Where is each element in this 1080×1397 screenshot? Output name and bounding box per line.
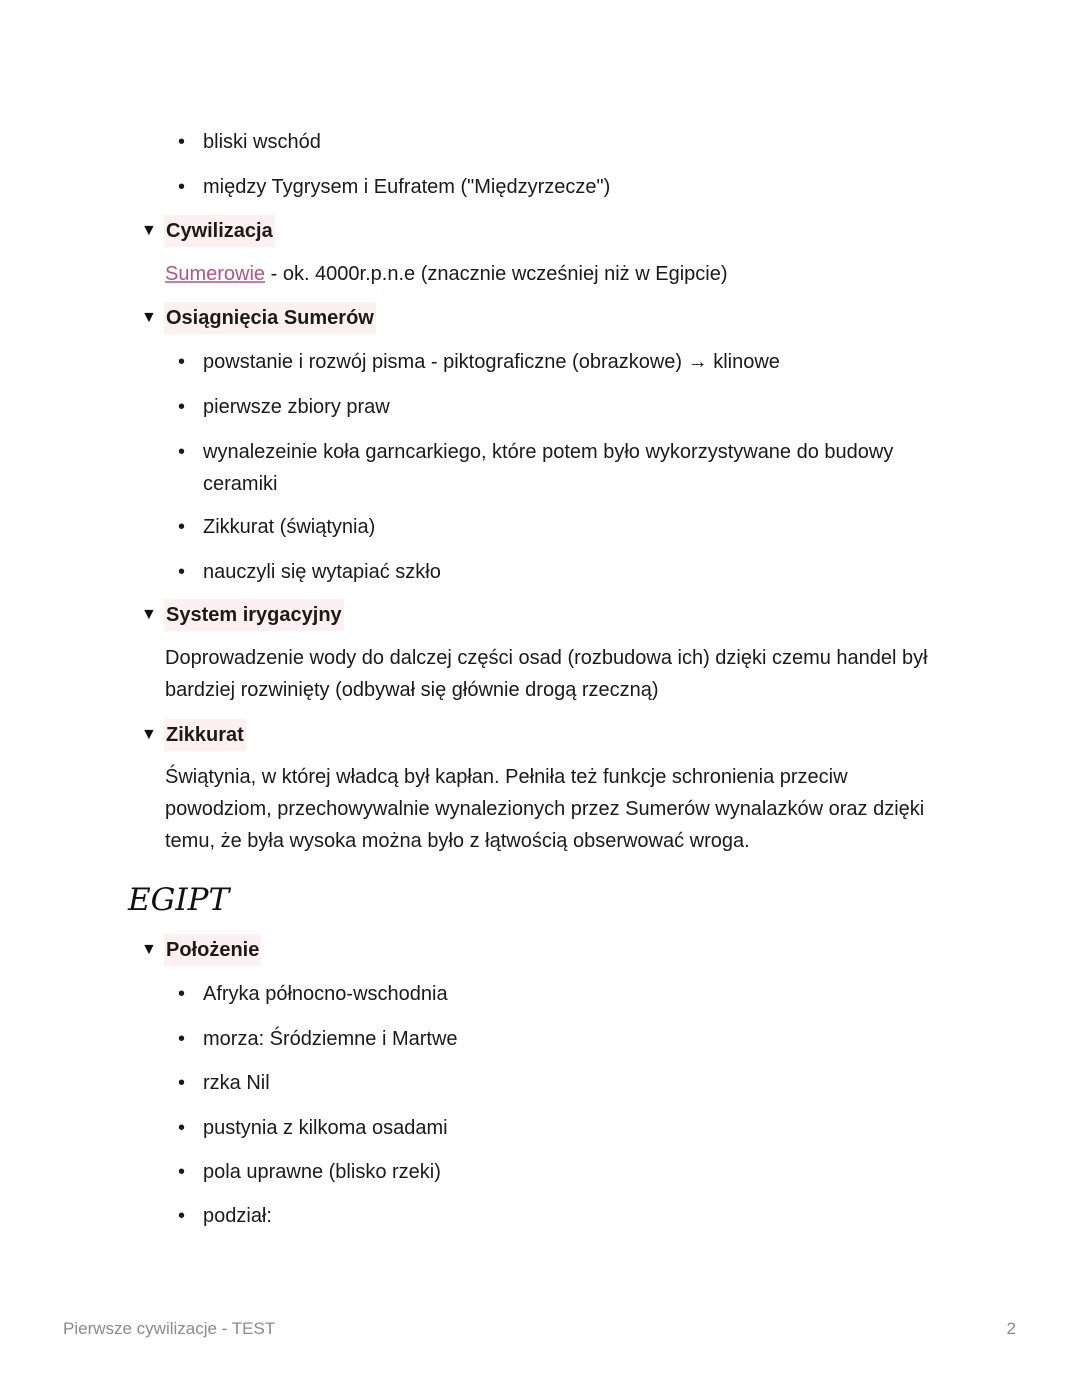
list-item [178, 1023, 458, 1055]
list-item [178, 511, 375, 543]
toggle-cywilizacja[interactable] [141, 215, 275, 247]
bullet-icon: • [178, 1072, 186, 1094]
bullet-icon: • [178, 176, 186, 198]
list-item-text: pola uprawne (blisko rzeki) [203, 1161, 441, 1183]
toggle-triangle-icon[interactable]: ▼ [141, 309, 157, 326]
list-item [178, 1156, 441, 1188]
bullet-icon: • [178, 561, 186, 583]
bullet-icon: • [178, 983, 186, 1005]
toggle-heading: Cywilizacja [164, 215, 275, 247]
list-item-text: Zikkurat (świątynia) [203, 516, 376, 538]
bullet-icon: • [178, 131, 186, 153]
section-title-egipt: EGIPT [128, 882, 230, 918]
list-item [178, 171, 610, 203]
toggle-triangle-icon[interactable]: ▼ [141, 606, 157, 623]
bullet-icon: • [178, 441, 186, 463]
toggle-zikkurat[interactable] [141, 719, 246, 751]
irygacja-paragraph: Doprowadzenie wody do dalczej części osad (rozbudowa ich) dzięki czemu handel był bardziej rozwinięty (odbywał się głównie drogą rzeczną) [165, 647, 928, 701]
toggle-heading: Położenie [164, 934, 261, 966]
list-item [178, 1112, 448, 1144]
list-item-text: Afryka północno-wschodnia [203, 983, 448, 1005]
list-item-text: powstanie i rozwój pisma - piktograficzne (obrazkowe) → klinowe [203, 351, 780, 373]
cywilizacja-text: - ok. 4000r.p.n.e (znacznie wcześniej niż w Egipcie) [265, 263, 728, 285]
toggle-heading: System irygacyjny [164, 599, 344, 631]
list-item-text: między Tygrysem i Eufratem ("Międzyrzecze") [203, 176, 611, 198]
list-item [178, 556, 441, 588]
footer-document-title: Pierwsze cywilizacje - TEST [63, 1319, 276, 1338]
list-item [178, 1067, 270, 1099]
bullet-icon: • [178, 351, 186, 373]
list-item [178, 978, 448, 1010]
list-item-text: morza: Śródziemne i Martwe [203, 1028, 458, 1050]
toggle-heading: Osiągnięcia Sumerów [164, 302, 376, 334]
list-item [178, 391, 390, 423]
list-item-text: bliski wschód [203, 131, 321, 153]
cywilizacja-paragraph [165, 258, 955, 290]
bullet-icon: • [178, 516, 186, 538]
list-item [178, 346, 780, 378]
toggle-triangle-icon[interactable]: ▼ [141, 726, 157, 743]
bullet-icon: • [178, 1161, 186, 1183]
bullet-icon: • [178, 1205, 186, 1227]
list-item-text: nauczyli się wytapiać szkło [203, 561, 441, 583]
bullet-icon: • [178, 396, 186, 418]
list-item [178, 1200, 272, 1232]
list-item [178, 126, 321, 158]
list-item [178, 436, 948, 500]
bullet-icon: • [178, 1117, 186, 1139]
bullet-icon: • [178, 1028, 186, 1050]
list-item-text: pustynia z kilkoma osadami [203, 1117, 448, 1139]
list-item-text: wynalezeinie koła garncarkiego, które potem było wykorzystywane do budowy ceramiki [203, 441, 894, 495]
toggle-heading: Zikkurat [164, 719, 246, 751]
toggle-irygacja[interactable] [141, 599, 344, 631]
toggle-polozenie[interactable] [141, 934, 261, 966]
toggle-triangle-icon[interactable]: ▼ [141, 222, 157, 239]
toggle-triangle-icon[interactable]: ▼ [141, 941, 157, 958]
list-item-text: podział: [203, 1205, 272, 1227]
list-item-text: pierwsze zbiory praw [203, 396, 390, 418]
toggle-osiagniecia[interactable] [141, 302, 376, 334]
sumerowie-link[interactable]: Sumerowie [165, 263, 266, 285]
zikkurat-paragraph: Świątynia, w której władcą był kapłan. Pełniła też funkcje schronienia przeciw powodziom, przechowywalnie wynalezionych przez Sumerów wynalazków oraz dzięki temu, że była wysoka można było z łątwością obserwować wroga. [165, 766, 925, 852]
list-item-text: rzka Nil [203, 1072, 270, 1094]
footer-page-number: 2 [1006, 1319, 1016, 1338]
